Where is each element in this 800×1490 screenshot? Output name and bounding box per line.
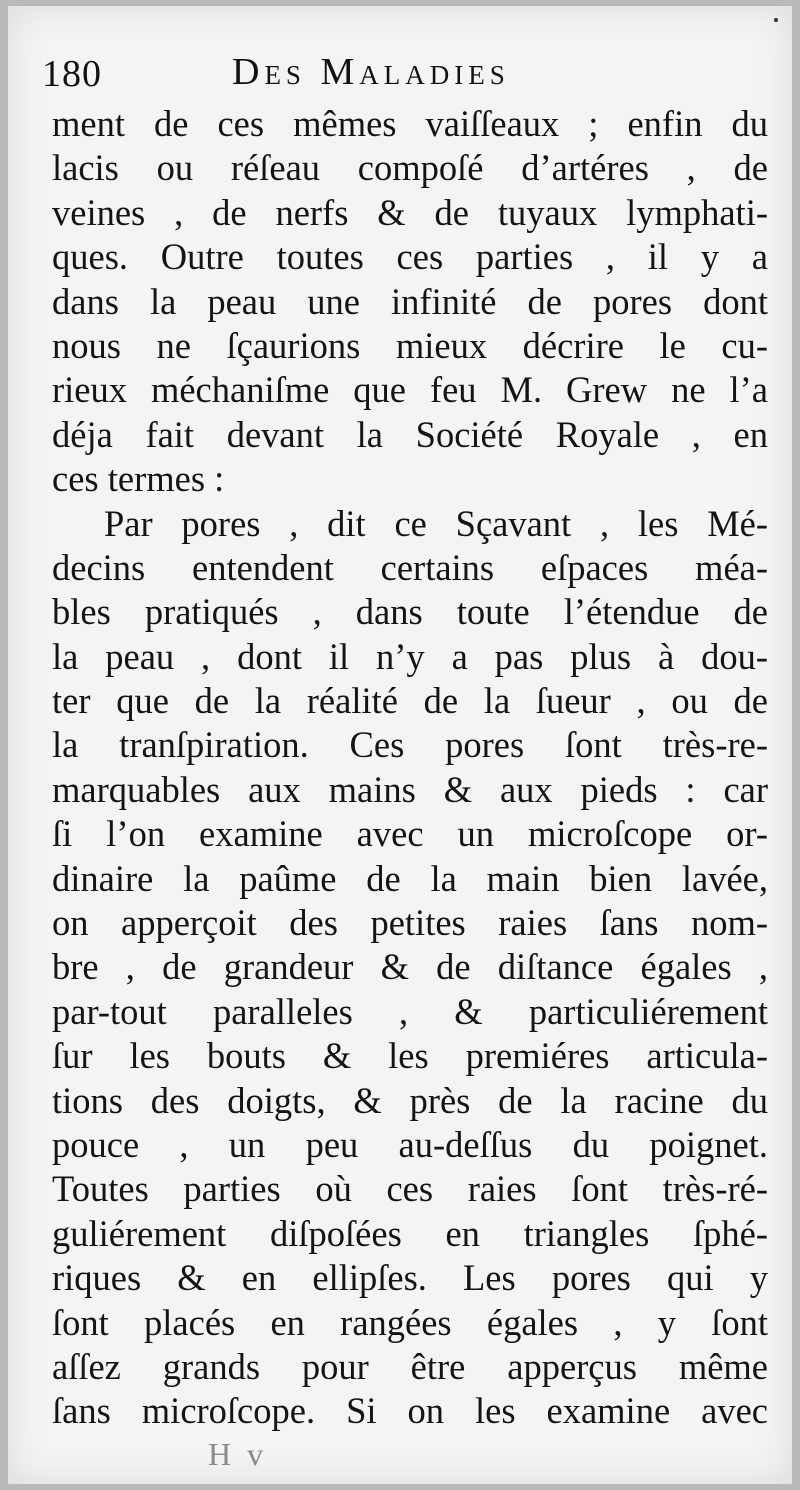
text-line: ſont placés en rangées égales , y ſont — [52, 1301, 768, 1343]
text-line: guliérement diſpoſées en triangles ſphé- — [52, 1212, 768, 1254]
text-line: decins entendent certains eſpaces méa- — [52, 546, 768, 588]
text-line: ſur les bouts & les premiéres articula- — [52, 1035, 768, 1077]
text-line: ſi l’on examine avec un microſcope or- — [52, 813, 768, 855]
text-line: lacis ou réſeau compoſé d’artéres , de — [52, 147, 768, 189]
text-line: ques. Outre toutes ces parties , il y a — [52, 236, 768, 278]
text-line: pouce , un peu au-deſſus du poignet. — [52, 1123, 768, 1165]
text-line: ment de ces mêmes vaiſſeaux ; enfin du — [52, 103, 768, 144]
text-line: bles pratiqués , dans toute l’étendue de — [52, 591, 768, 633]
text-line: Toutes parties où ces raies ſont très-ré- — [52, 1168, 768, 1210]
text-line: marquables aux mains & aux pieds : car — [52, 768, 768, 810]
text-line: nous ne ſçaurions mieux décrire le cu- — [52, 324, 768, 366]
text-line: ſans microſcope. Si on les examine avec — [52, 1390, 768, 1432]
text-line-paragraph-start: Par pores , dit ce Sçavant , les Mé- — [104, 502, 768, 544]
page-number: 180 — [42, 53, 102, 95]
running-head: Des Maladies — [232, 51, 510, 93]
text-line: riques & en ellipſes. Les pores qui y — [52, 1257, 768, 1299]
text-line: dans la peau une infinité de pores dont — [52, 280, 768, 322]
text-line: on apperçoit des petites raies ſans nom- — [52, 902, 768, 944]
text-line: ces termes : — [52, 458, 225, 500]
body-text — [52, 102, 768, 1434]
text-line: déja fait devant la Société Royale , en — [52, 413, 768, 455]
ink-speck — [774, 18, 778, 22]
text-line: bre , de grandeur & de diſtance égales , — [52, 946, 768, 988]
page-header — [42, 50, 758, 98]
book-page — [8, 6, 792, 1484]
text-line: la tranſpiration. Ces pores ſont très-re- — [52, 724, 768, 766]
text-line: veines , de nerfs & de tuyaux lymphati- — [52, 191, 768, 233]
text-line: par-tout paralleles , & particuliérement — [52, 990, 768, 1032]
text-line: aſſez grands pour être apperçus même — [52, 1345, 768, 1387]
text-line: ter que de la réalité de la ſueur , ou de — [52, 680, 768, 722]
text-line: tions des doigts, & près de la racine du — [52, 1079, 768, 1121]
signature-mark: H v — [208, 1436, 268, 1472]
text-line: la peau , dont il n’y a pas plus à dou- — [52, 635, 768, 677]
text-line: dinaire la paûme de la main bien lavée, — [52, 857, 768, 899]
text-line: rieux méchaniſme que feu M. Grew ne l’a — [52, 369, 768, 411]
